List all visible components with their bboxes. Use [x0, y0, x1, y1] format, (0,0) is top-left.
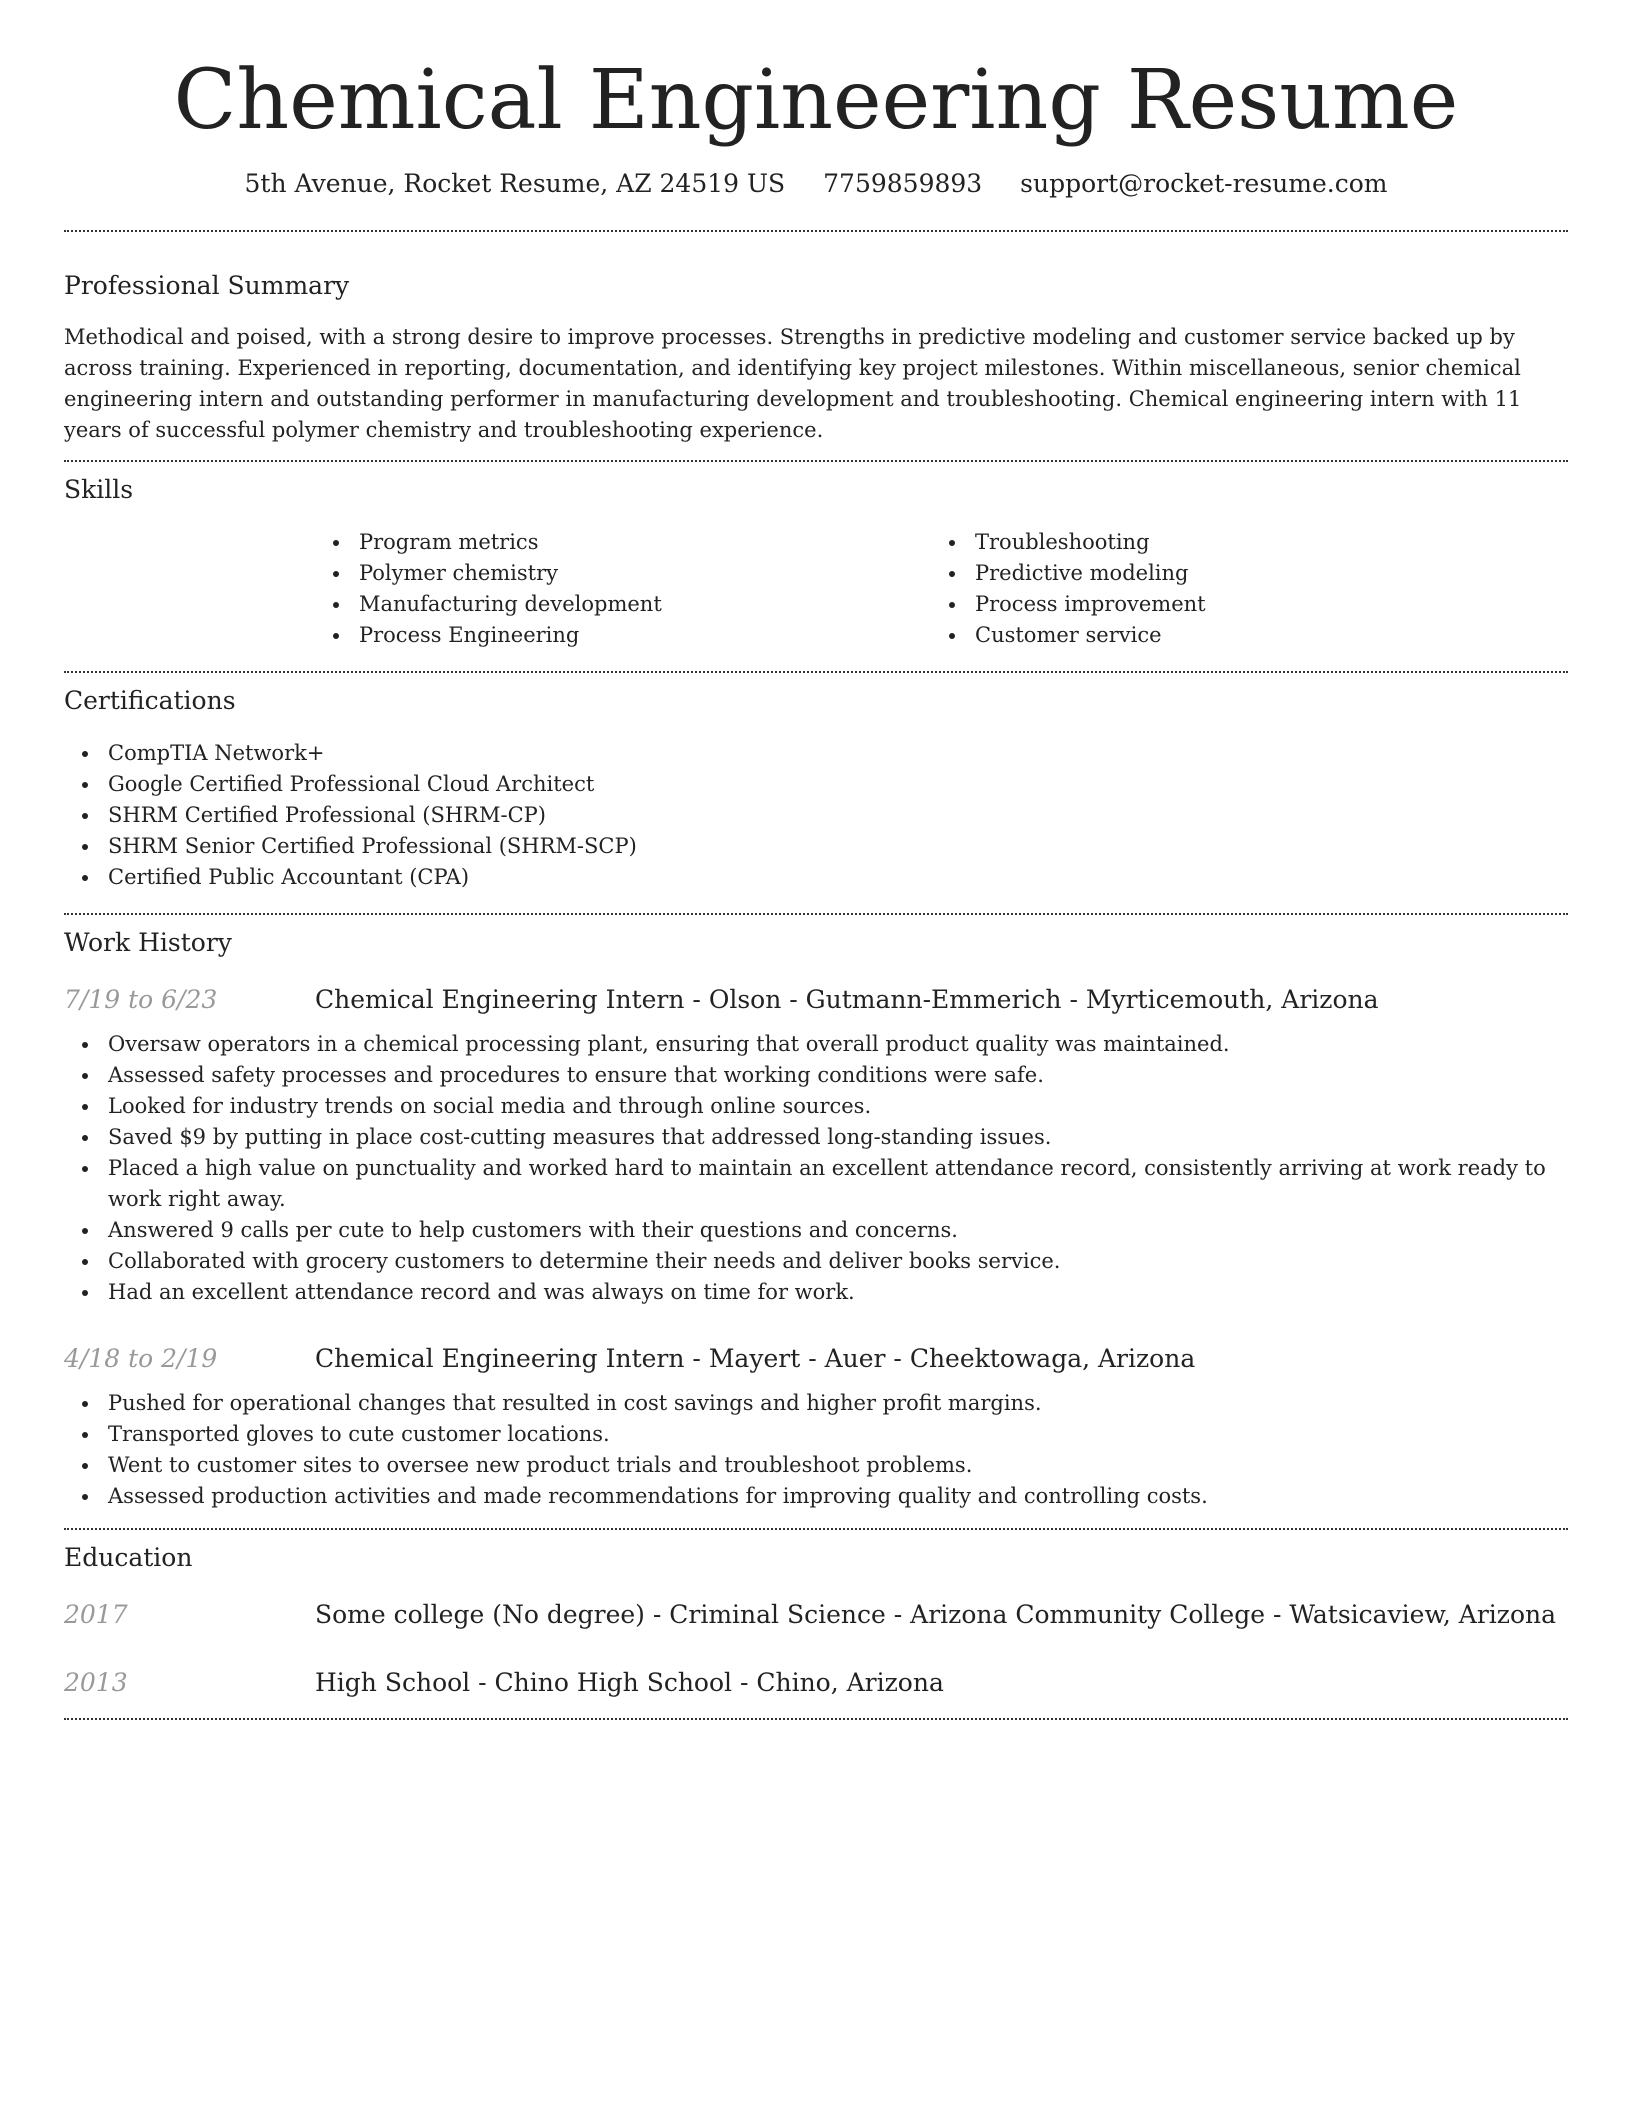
certification-item: Certified Public Accountant (CPA): [64, 862, 1568, 893]
skill-item: Process Engineering: [315, 620, 931, 651]
skill-item: Process improvement: [931, 589, 1547, 620]
job-dates: 4/18 to 2/19: [64, 1344, 218, 1373]
skills-list-right: [931, 527, 1547, 651]
job-bullet: Transported gloves to cute customer locations.: [64, 1419, 1568, 1450]
skill-item: Manufacturing development: [315, 589, 931, 620]
certifications-section: [64, 673, 1568, 913]
education-title: Some college (No degree) - Criminal Science - Arizona Community College - Watsicaview, Arizona: [315, 1600, 1557, 1629]
job-bullet: Went to customer sites to oversee new product trials and troubleshoot problems.: [64, 1450, 1568, 1481]
job-bullet: Assessed safety processes and procedures to ensure that working conditions were safe.: [64, 1060, 1568, 1091]
certifications-heading: Certifications: [64, 686, 236, 715]
job-bullet: Oversaw operators in a chemical processing plant, ensuring that overall product quality was maintained.: [64, 1029, 1568, 1060]
skill-item: Troubleshooting: [931, 527, 1547, 558]
job-entry: [64, 1342, 1568, 1512]
education-entry: [64, 1598, 1568, 1632]
skills-section: [64, 462, 1568, 671]
education-entry: [64, 1666, 1568, 1700]
job-bullets: [64, 1388, 1568, 1512]
summary-heading: Professional Summary: [64, 271, 350, 300]
job-bullets: [64, 1029, 1568, 1308]
job-title: Chemical Engineering Intern - Mayert - Auer - Cheektowaga, Arizona: [315, 1344, 1196, 1373]
certification-item: SHRM Certified Professional (SHRM-CP): [64, 800, 1568, 831]
job-bullet: Collaborated with grocery customers to determine their needs and deliver books service.: [64, 1246, 1568, 1277]
certification-item: Google Certified Professional Cloud Architect: [64, 769, 1568, 800]
resume-name: Chemical Engineering Resume: [173, 53, 1459, 148]
job-bullet: Saved $9 by putting in place cost-cutting measures that addressed long-standing issues.: [64, 1122, 1568, 1153]
work-history-section: [64, 915, 1568, 1528]
resume-page: [64, 0, 1568, 1720]
education-year: 2013: [64, 1668, 128, 1697]
skill-item: Polymer chemistry: [315, 558, 931, 589]
certification-item: SHRM Senior Certified Professional (SHRM-SCP): [64, 831, 1568, 862]
job-bullet: Looked for industry trends on social media and through online sources.: [64, 1091, 1568, 1122]
summary-text: Methodical and poised, with a strong desire to improve processes. Strengths in predictive modeling and customer service backed up by across training. Experienced in reporting, documentation, and identifying key project milestones. Within miscellaneous, senior chemical engineering intern and outstanding performer in manufacturing development and troubleshooting. Chemical engineering intern with 11 years of successful polymer chemistry and troubleshooting experience.: [64, 325, 1522, 442]
skills-grid: [315, 527, 1568, 651]
job-header: [64, 1342, 1568, 1376]
summary-section: [64, 232, 1568, 460]
skill-item: Program metrics: [315, 527, 931, 558]
divider: [64, 1718, 1568, 1720]
education-year: 2017: [64, 1600, 128, 1629]
job-title: Chemical Engineering Intern - Olson - Gutmann-Emmerich - Myrticemouth, Arizona: [315, 985, 1379, 1014]
contact-email: support@rocket-resume.com: [1020, 169, 1388, 198]
job-bullet: Placed a high value on punctuality and worked hard to maintain an excellent attendance record, consistently arriving at work ready to work right away.: [64, 1153, 1568, 1215]
job-bullet: Answered 9 calls per cute to help customers with their questions and concerns.: [64, 1215, 1568, 1246]
job-dates: 7/19 to 6/23: [64, 985, 218, 1014]
skill-item: Customer service: [931, 620, 1547, 651]
education-title: High School - Chino High School - Chino, Arizona: [315, 1668, 944, 1697]
job-bullet: Assessed production activities and made recommendations for improving quality and controlling costs.: [64, 1481, 1568, 1512]
contact-address: 5th Avenue, Rocket Resume, AZ 24519 US: [244, 169, 786, 198]
job-bullet: Had an excellent attendance record and was always on time for work.: [64, 1277, 1568, 1308]
job-bullet: Pushed for operational changes that resulted in cost savings and higher profit margins.: [64, 1388, 1568, 1419]
skill-item: Predictive modeling: [931, 558, 1547, 589]
contact-phone: 7759859893: [823, 169, 983, 198]
job-header: [64, 983, 1568, 1017]
education-section: [64, 1530, 1568, 1718]
skills-heading: Skills: [64, 475, 134, 504]
education-heading: Education: [64, 1543, 193, 1572]
job-entry: [64, 983, 1568, 1308]
work-history-heading: Work History: [64, 928, 232, 957]
certifications-list: [64, 738, 1568, 893]
certification-item: CompTIA Network+: [64, 738, 1568, 769]
contact-line: [64, 168, 1568, 200]
skills-list-left: [315, 527, 931, 651]
